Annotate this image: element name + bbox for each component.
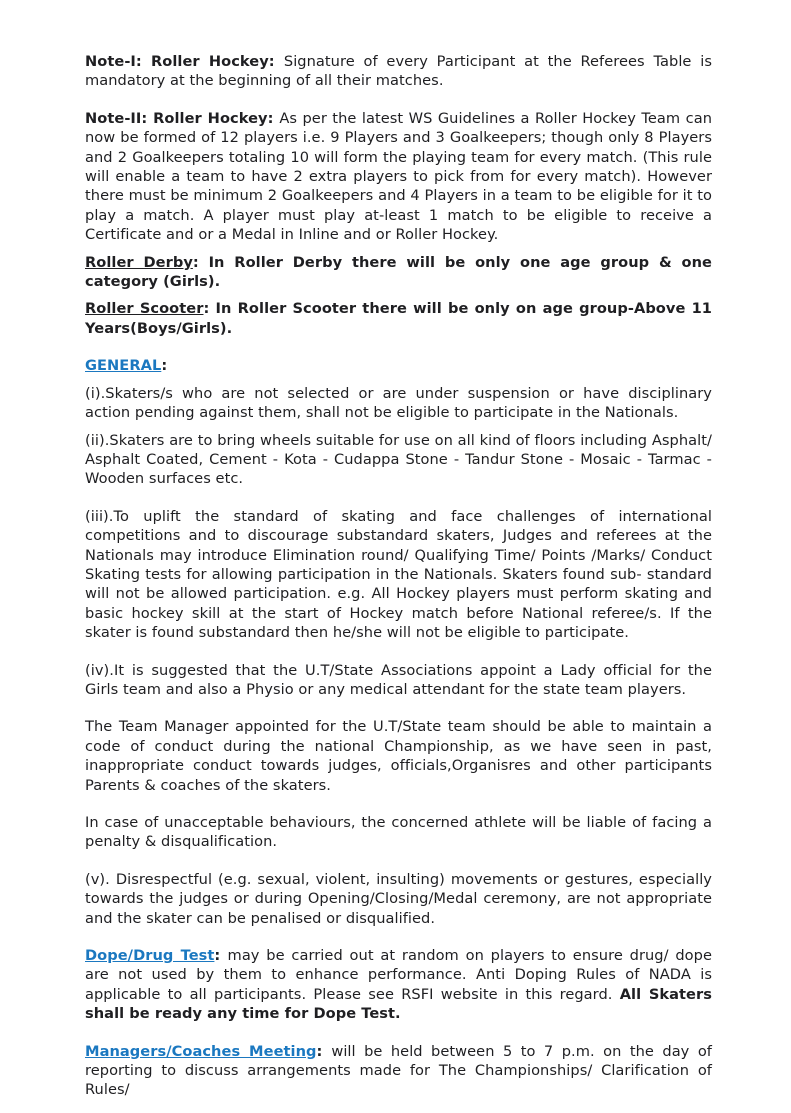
general-item-iii-text: (iii).To uplift the standard of skating and face challenges of international competitions and to discourage substandard skaters, Judges and referees at the Nationals may introduce Elimination round/ Qualifying Time/ Points /Marks/ Conduct Skating tests for allowing participation in the Nationals. Skaters found sub- standard will not be allowed participation. e.g. All Hockey players must perform skating and basic hockey skill at the start of Hockey match before National referee/s. If the skater is found substandard then he/she will not be eligible to participate. [85,507,712,642]
general-heading-label: GENERAL [85,357,162,375]
dope-drug-test-paragraph [85,946,712,1024]
dope-drug-test-bold-note: All Skaters shall be ready any time for Dope Test. [85,985,712,1023]
general-item-v-text: (v). Disrespectful (e.g. sexual, violent, insulting) movements or gestures, especially towards the judges or during Opening/Closing/Medal ceremony, are not appropriate and the skater can be penalised or disqualified. [85,870,712,927]
note-1-roller-hockey-paragraph [85,52,712,91]
general-item-v-paragraph [85,870,712,928]
note-2-text: As per the latest WS Guidelines a Roller Hockey Team can now be formed of 12 players i.e. 9 Players and 3 Goalkeepers; though only 8 Players and 2 Goalkeepers totaling 10 will form the playing team for every match. (This rule will enable a team to have 2 extra players to pick from for every match). However there must be minimum 2 Goalkeepers and 4 Players in a team to be eligible for it to play a match. A player must play at-least 1 match to be eligible to receive a Certificate and or a Medal in Inline and or Roller Hockey. [85,109,712,244]
general-heading-colon: : [161,357,168,375]
general-item-ii-text: (ii).Skaters are to bring wheels suitable for use on all kind of floors including Asphalt/ Asphalt Coated, Cement - Kota - Cudappa Stone - Tandur Stone - Mosaic - Tarmac - Wooden surfaces etc. [85,431,712,488]
general-heading-paragraph [85,356,712,375]
roller-derby-heading: Roller Derby [85,253,193,271]
managers-coaches-meeting-heading: Managers/Coaches Meeting [85,1042,317,1060]
roller-scooter-text: : In Roller Scooter there will be only on age group-Above 11 Years(Boys/Girls). [85,300,712,337]
document-content [85,52,712,1113]
dope-drug-test-heading: Dope/Drug Test [85,947,215,965]
general-item-iv-text: (iv).It is suggested that the U.T/State Associations appoint a Lady official for the Girls team and also a Physio or any medical attendant for the state team players. [85,661,712,698]
dope-drug-test-text: may be carried out at random on players to ensure drug/ dope are not used by them to enhance performance. Anti Doping Rules of NADA is applicable to all participants. Please see RSFI website in this regard. [85,947,712,1003]
managers-coaches-meeting-text: will be held between 5 to 7 p.m. on the day of reporting to discuss arrangements made for The Championships/ Clarification of Rules/ [85,1042,712,1099]
dope-drug-test-colon: : [214,947,228,965]
roller-derby-paragraph [85,253,712,292]
note-1-text: Signature of every Participant at the Referees Table is mandatory at the beginning of all their matches. [85,53,712,90]
roller-scooter-heading: Roller Scooter [85,300,204,318]
note-2-label: Note-II: Roller Hockey: [85,109,280,127]
general-item-i-paragraph [85,384,712,423]
general-item-ii-paragraph [85,431,712,489]
note-1-label: Note-I: Roller Hockey: [85,53,284,70]
managers-coaches-meeting-colon: : [316,1042,332,1060]
roller-derby-text: : In Roller Derby there will be only one age group & one category (Girls). [85,253,712,291]
unacceptable-behaviour-text: In case of unacceptable behaviours, the concerned athlete will be liable of facing a penalty & disqualification. [85,814,712,851]
unacceptable-behaviour-paragraph [85,813,712,852]
team-manager-conduct-text: The Team Manager appointed for the U.T/State team should be able to maintain a code of conduct during the national Championship, as we have seen in past, inappropriate conduct towards judges, officials,Organisres and other participants Parents & coaches of the skaters. [85,718,712,794]
note-2-roller-hockey-paragraph [85,109,712,245]
general-item-iv-paragraph [85,661,712,700]
general-item-i-text: (i).Skaters/s who are not selected or are under suspension or have disciplinary action pending against them, shall not be eligible to participate in the Nationals. [85,384,712,422]
team-manager-conduct-paragraph [85,717,712,795]
roller-scooter-paragraph [85,299,712,338]
managers-coaches-meeting-paragraph [85,1042,712,1100]
general-item-iii-paragraph [85,507,712,643]
